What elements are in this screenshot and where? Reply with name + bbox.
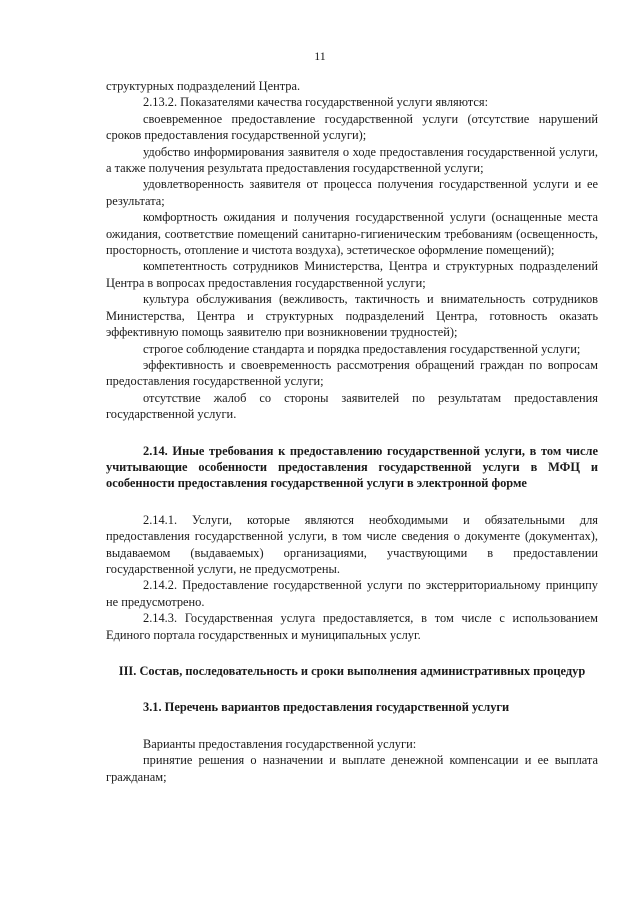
paragraph: своевременное предоставление государственной услуги (отсутствие нарушений сроков предоставления государственной услуги); [106,111,598,143]
paragraph: культура обслуживания (вежливость, тактичность и внимательность сотрудников Министерства, Центра и структурных подразделений Центра, готовность оказать эффективную помощь заявителю при возникновении трудностей); [106,292,598,340]
paragraph: строгое соблюдение стандарта и порядка предоставления государственной услуги; [143,341,581,356]
subsection-heading: 3.1. Перечень вариантов предоставления государственной услуги [143,700,510,715]
paragraph: эффективность и своевременность рассмотрения обращений граждан по вопросам предоставления государственной услуги; [106,357,598,389]
paragraph: удовлетворенность заявителя от процесса получения государственной услуги и ее результата; [106,177,598,208]
paragraph: принятие решения о назначении и выплате денежной компенсации и ее выплата гражданам; [106,753,598,784]
paragraph: структурных подразделений Центра. [106,79,301,93]
page-number: 11 [314,49,326,63]
paragraph: компетентность сотрудников Министерства, Центра и структурных подразделений Центра в вопросах предоставления государственной услуги; [106,259,598,290]
paragraph: Варианты предоставления государственной услуги: [143,736,417,751]
document-body [106,78,598,785]
section-heading: 2.14. Иные требования к предоставлению государственной услуги, в том числе учитывающие особенности предоставления государственной услуги в МФЦ и особенности предоставления государственной услуги в электронной форме [106,443,598,491]
chapter-heading: III. Состав, последовательность и сроки выполнения административных процедур [118,664,586,678]
paragraph: 2.13.2. Показателями качества государственной услуги являются: [143,95,489,110]
paragraph: 2.14.2. Предоставление государственной услуги по экстерриториальному принципу не предусмотрено. [106,578,598,609]
paragraph: комфортность ожидания и получения государственной услуги (оснащенные места ожидания, соответствие помещений санитарно-гигиеническим требованиям (освещенность, просторность, отопление и чистота воздуха), эстетическое оформление помещений); [106,210,598,258]
paragraph: 2.14.3. Государственная услуга предоставляется, в том числе с использованием Единого портала государственных и муниципальных услуг. [106,611,598,642]
paragraph: удобство информирования заявителя о ходе предоставления государственной услуги, а также получения результата предоставления государственной услуги; [106,144,598,176]
paragraph: 2.14.1. Услуги, которые являются необходимыми и обязательными для предоставления государственной услуги, в том числе сведения о документе (документах), выдаваемом (выдаваемых) организациями, участвующими в предоставлении государственной услуги, не предусмотрены. [106,512,598,576]
paragraph: отсутствие жалоб со стороны заявителей по результатам предоставления государственной услуги. [106,390,598,422]
